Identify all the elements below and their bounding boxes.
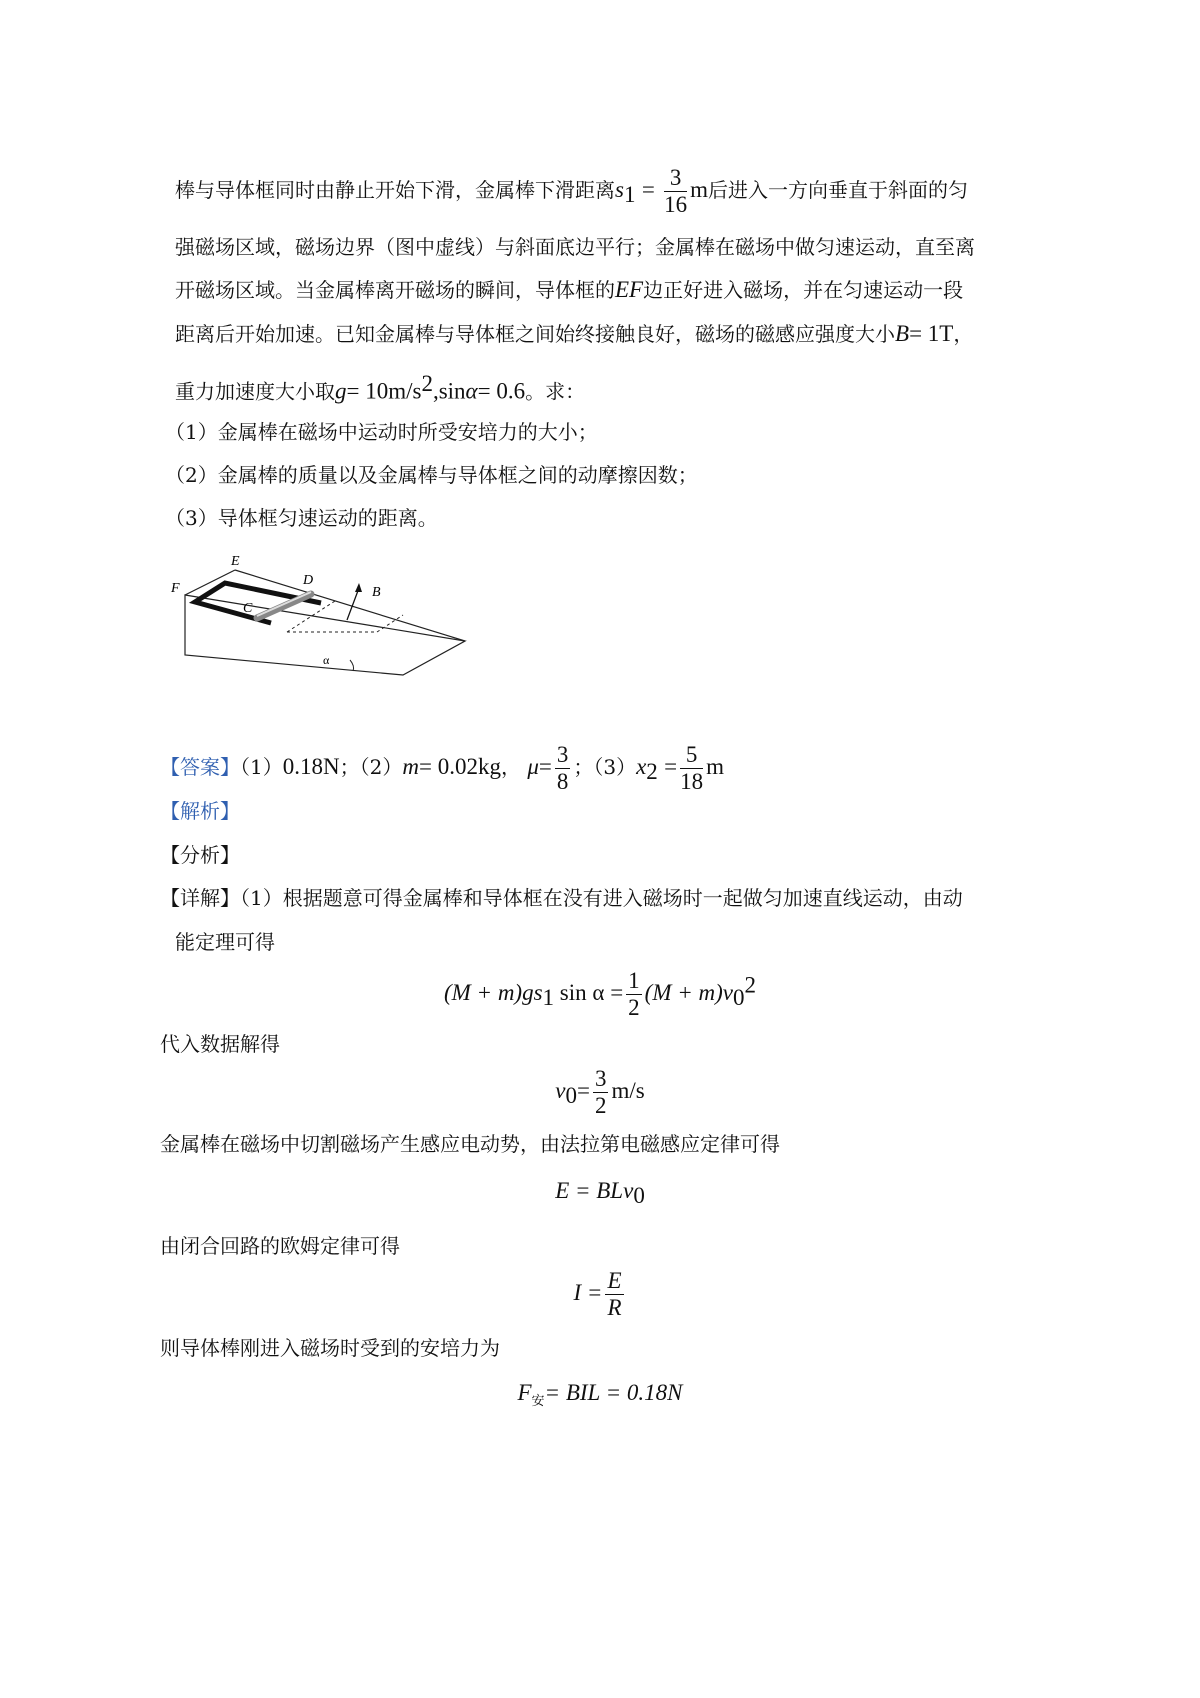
var-EF: EF [615,277,644,302]
answer-line [160,742,724,795]
detail-line-4: 金属棒在磁场中切割磁场产生感应电动势，由法拉第电磁感应定律可得 [160,1132,780,1156]
text: 。求： [525,379,586,404]
unit: m [706,754,725,779]
text: ， [500,755,521,779]
detail-line-3: 代入数据解得 [160,1032,280,1056]
sin: ,sin [432,378,466,404]
eq-sin: sin α = [554,980,624,1005]
denominator: 18 [680,769,704,794]
question-3: （3）导体框匀速运动的距离。 [165,506,438,530]
label-D: D [303,573,314,588]
label-C: C [243,601,253,616]
unit: m [690,177,709,202]
numerator: 3 [594,1066,607,1091]
analysis-tag: 【解析】 [160,799,240,823]
equals: = [538,754,552,779]
problem-line-3 [175,276,963,304]
equation-1 [0,968,1200,1021]
equals: = [577,1078,590,1103]
numerator: 3 [664,165,687,192]
value: = 10m/s [346,378,422,404]
detail-tag: 【详解】 [160,886,240,910]
equation-2 [0,1066,1200,1119]
question-2: （2）金属棒的质量以及金属棒与导体框之间的动摩擦因数； [165,463,698,487]
var-v: v [555,1078,566,1103]
eq-left: (M + m)gs [443,980,543,1005]
text: ；（3） [573,755,637,779]
fraction [664,165,687,218]
detail-line-1 [160,884,963,912]
text: ；（2） [339,755,403,779]
value: = 0.6 [477,378,526,404]
fenxi-tag: 【分析】 [160,843,240,867]
sub: 0 [633,1183,645,1208]
fraction [593,1066,609,1119]
text: 重力加速度大小取 [175,379,335,404]
var-x: x [636,754,647,779]
equation-5 [0,1380,1200,1409]
text: 开磁场区域。当金属棒离开磁场的瞬间，导体框的 [175,278,615,302]
numerator: E [607,1268,622,1293]
equals: = [641,177,655,202]
eq-current: I = [573,1280,603,1305]
problem-line-2: 强磁场区域，磁场边界（图中虚线）与斜面底边平行；金属棒在磁场中做匀速运动，直至离 [175,235,975,259]
var-B: B [895,321,910,346]
equation-3 [0,1178,1200,1209]
var-alpha: α [465,378,478,404]
answer-tag: 【答案】 [160,755,240,779]
problem-line-1 [175,165,968,218]
equals: = [664,754,678,779]
sub: 安 [531,1394,545,1409]
detail-line-2: 能定理可得 [175,930,275,954]
var-g: g [335,378,347,404]
sup: 2 [744,972,756,998]
numerator: 3 [556,742,569,767]
incline-top-edge-2 [235,570,465,641]
var-F: F [517,1380,532,1405]
b-field-arrow [347,588,359,620]
fraction [605,1268,623,1321]
denominator: 2 [628,995,640,1020]
var-s: s [615,177,624,202]
denominator: 8 [556,769,569,794]
text: 距离后开始加速。已知金属棒与导体框之间始终接触良好，磁场的磁感应强度大小 [175,322,895,346]
eq-right: (M + m)v [644,980,733,1005]
label-alpha: α [323,653,330,667]
fraction [626,968,642,1021]
label-E: E [231,554,240,569]
incline-figure [171,550,515,690]
question-1: （1）金属棒在磁场中运动时所受安培力的大小； [165,420,598,444]
eq-force: = BIL = 0.18N [544,1380,683,1405]
sup: 2 [421,371,433,396]
label-B: B [372,585,381,600]
text: 后进入一方向垂直于斜面的匀 [708,178,969,202]
sub: 0 [565,1083,577,1108]
numerator: 5 [680,742,703,769]
var-mu: μ [527,754,539,779]
label-F: F [171,581,180,596]
field-boundary-1 [287,601,335,632]
detail-line-6: 则导体棒刚进入磁场时受到的安培力为 [160,1336,500,1360]
unit: m/s [611,1078,645,1103]
eq-emf: E = BLv [555,1178,634,1203]
problem-line-5 [175,370,585,406]
denominator: 2 [594,1093,607,1118]
value: = 1T [909,321,954,346]
fraction [680,742,703,795]
text: 边正好进入磁场，并在匀速运动一段 [643,278,964,302]
b-arrow-head [355,583,362,592]
value: = 0.02kg [418,754,501,779]
sub: 0 [733,985,745,1010]
text: 棒与导体框同时由静止开始下滑，金属棒下滑距离 [175,178,615,202]
problem-line-4 [175,320,973,348]
fraction [555,742,571,795]
denominator: 16 [664,192,688,217]
numerator: 1 [628,968,640,993]
denominator: R [607,1295,622,1320]
angle-arc [350,660,354,671]
sub: 1 [542,985,555,1010]
text: ， [953,322,974,346]
sub: 2 [646,759,658,784]
equation-4 [0,1268,1200,1321]
text: （1）根据题意可得金属棒和导体框在没有进入磁场时一起做匀加速直线运动，由动 [240,886,963,910]
detail-line-5: 由闭合回路的欧姆定律可得 [160,1234,400,1258]
answer-1: 0.18N [282,754,340,779]
text: （1） [240,755,283,779]
var-m: m [402,754,419,779]
sub: 1 [623,182,636,207]
